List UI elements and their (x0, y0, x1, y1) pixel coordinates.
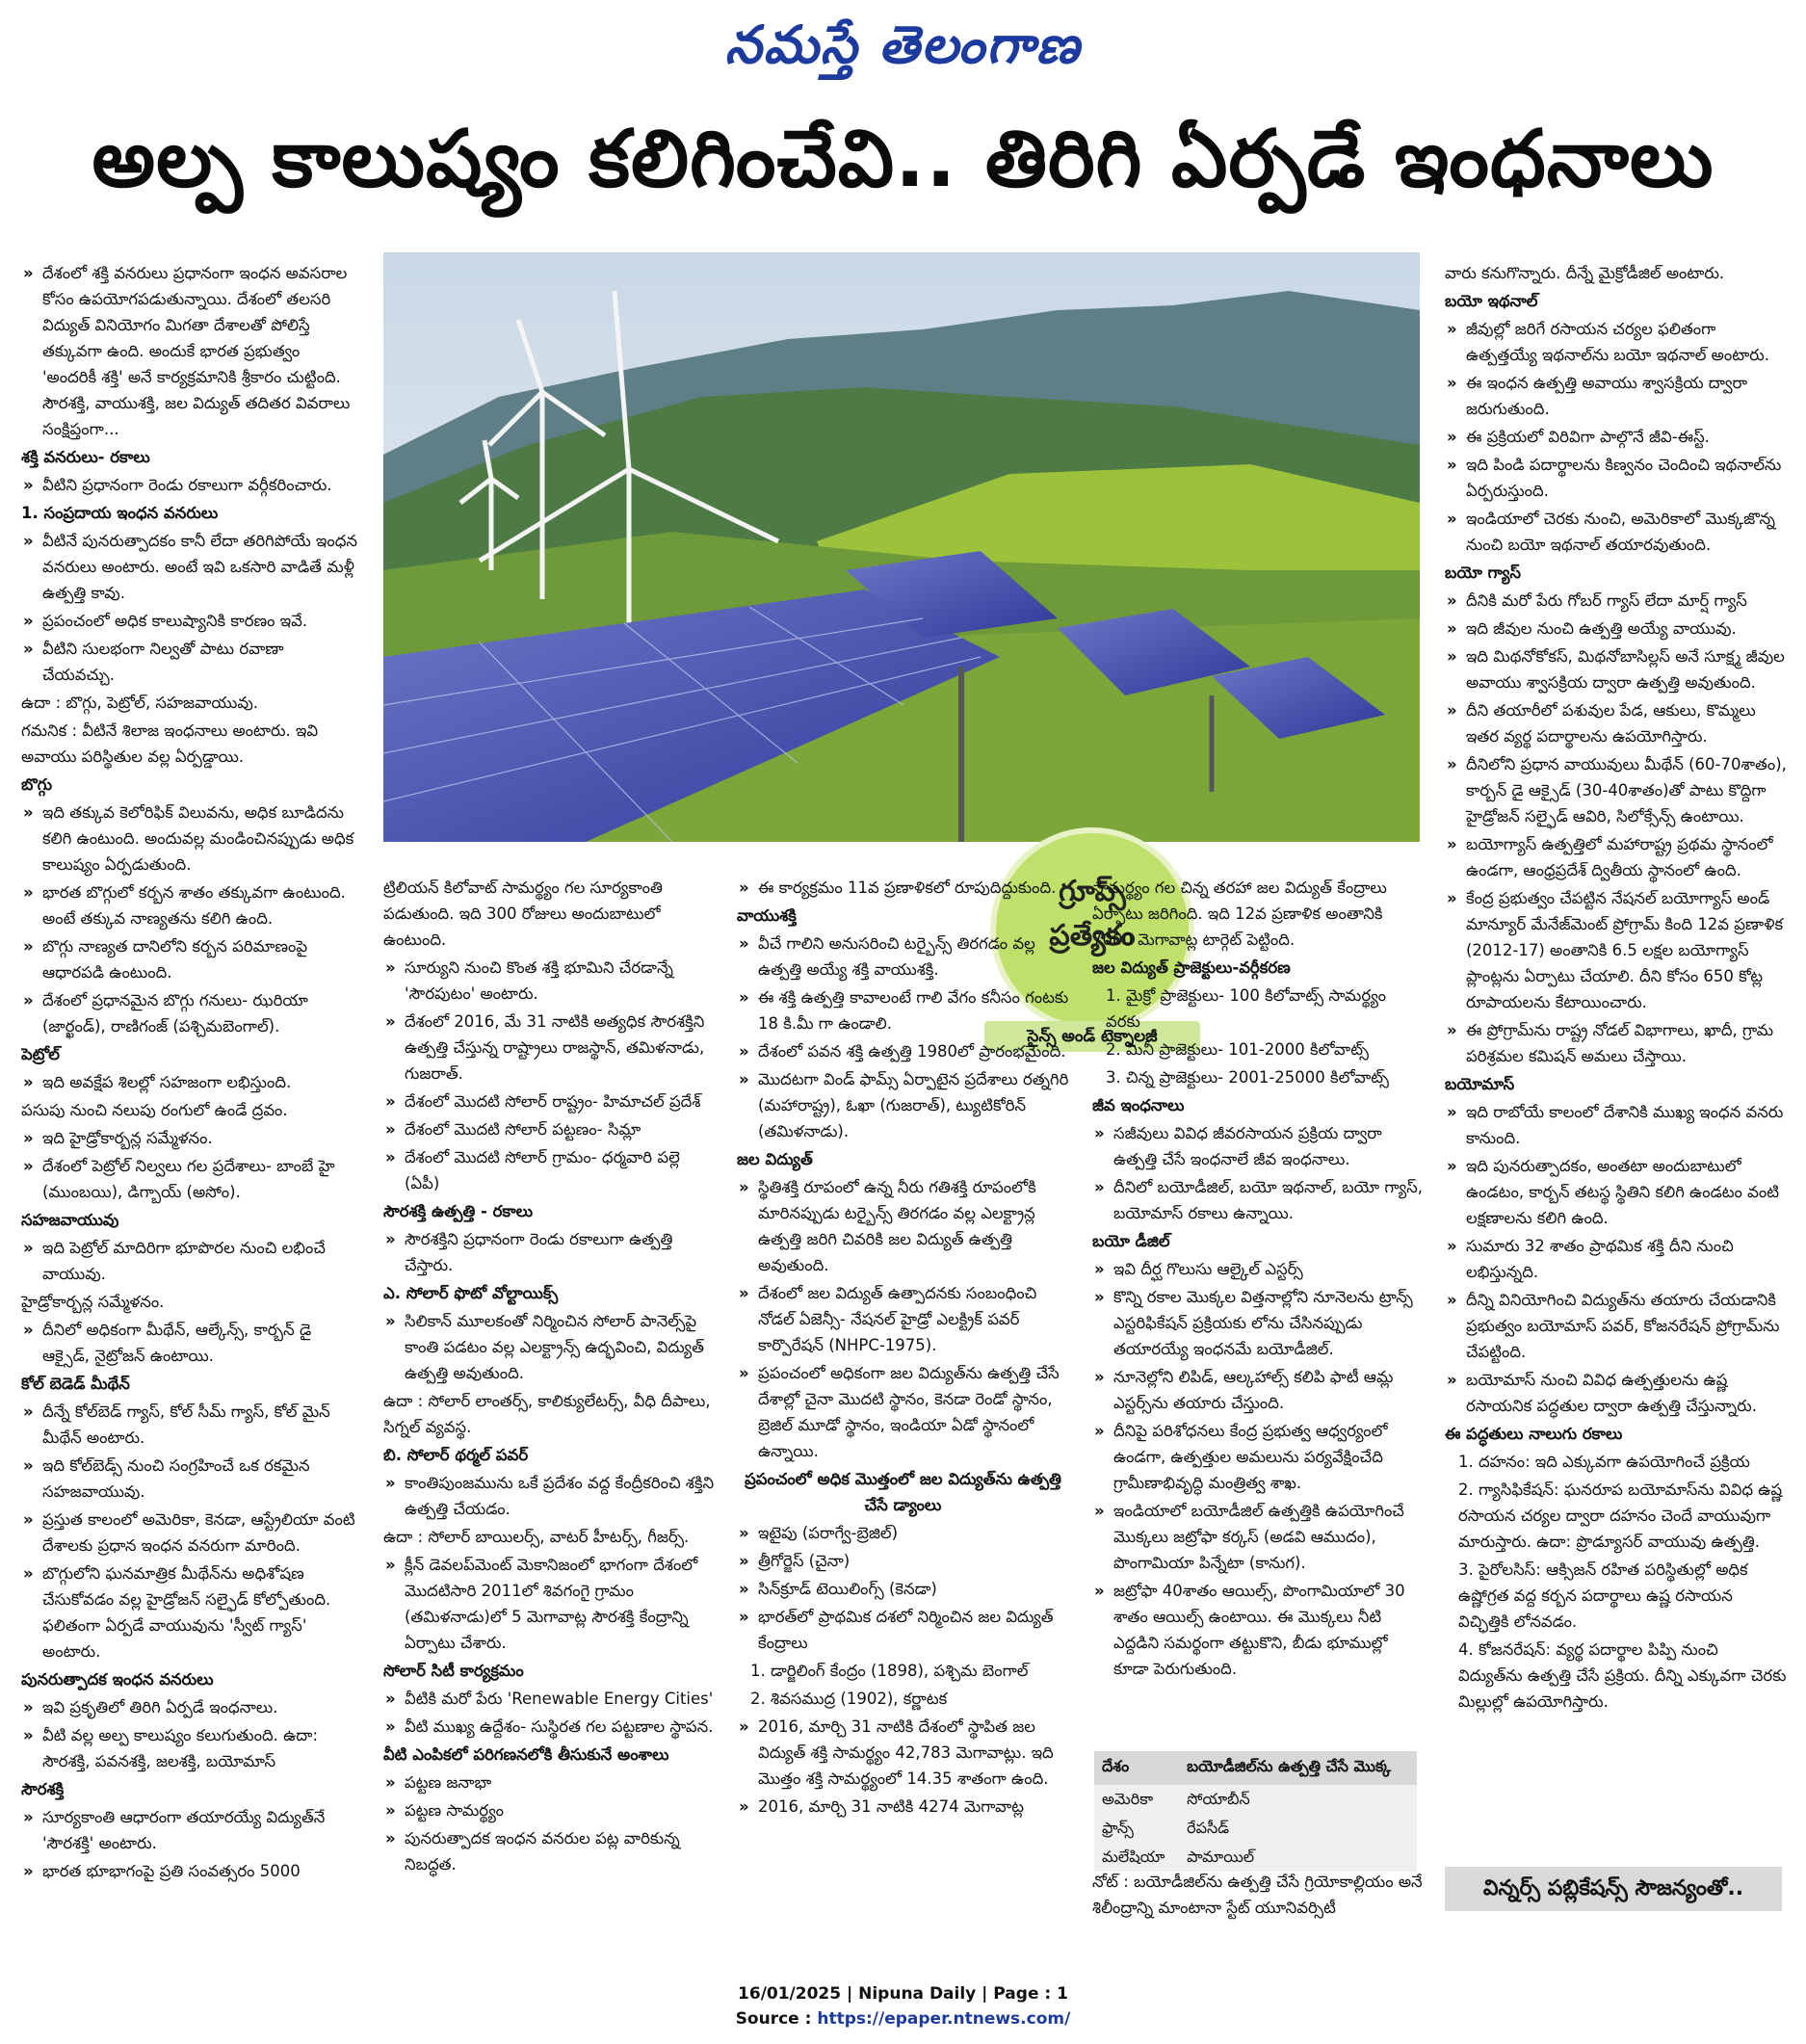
bullet-item: » సౌరశక్తిని ప్రధానంగా రెండు రకాలుగా ఉత్పత్తి చేస్తారు. (383, 1226, 716, 1278)
table-cell-country: మలేషియా (1094, 1843, 1179, 1872)
bullet-item: » ఇది పిండి పదార్థాలను కిణ్వనం చెందించి ఇథనాల్‌ను ఏర్పరుస్తుంది. (1445, 452, 1787, 504)
bullet-item: » వీటినే పునరుత్పాదకం కానీ లేదా తరిగిపోయే ఇంధన వనరులు అంటారు. అంటే ఇవి ఒకసారి వాడితే మళ్లీ ఉత్పత్తి కావు. (21, 528, 358, 606)
bullet-item: » ఇవి ప్రకృతిలో తిరిగి ఏర్పడే ఇంధనాలు. (21, 1694, 358, 1720)
section-heading: వాయుశక్తి (737, 906, 797, 925)
bullet-item: » దీనిలో అధికంగా మీథేన్, ఆల్కేన్స్, కార్బన్ డై ఆక్సైడ్, నైట్రోజన్ ఉంటాయి. (21, 1317, 358, 1369)
wind-solar-photo (383, 252, 1420, 842)
badge-title-line2: ప్రత్యేకం (1049, 919, 1136, 953)
footer-source-label: Source : (735, 2009, 818, 2029)
bullet-item: » ప్రస్తుత కాలంలో అమెరికా, కెనడా, ఆస్ట్రేలియా వంటి దేశాలకు ప్రధాన ఇంధన వనరుగా మారింది. (21, 1507, 358, 1559)
article-column-5 (1445, 260, 1787, 1859)
table-header-plant: బయోడీజిల్‌ను ఉత్పత్తి చేసే మొక్క (1179, 1751, 1417, 1785)
bullet-item: » దీని తయారీలో పశువుల పేడ, ఆకులు, కొమ్మలు ఇతర వ్యర్థ పదార్థాలను ఉపయోగిస్తారు. (1445, 697, 1787, 749)
bullet-item: » దీన్ని వినియోగించి విద్యుత్‌ను తయారు చేయడానికి ప్రభుత్వం బయోమాస్ పవర్, కోజనరేషన్ ప్రోగ్రామ్‌ను చేపట్టింది. (1445, 1287, 1787, 1365)
bullet-item: » కాంతిపుంజమును ఒకే ప్రదేశం వద్ద కేంద్రీకరించి శక్తిని ఉత్పత్తి చేయడం. (383, 1470, 716, 1522)
section-heading: బయో డీజిల్ (1092, 1232, 1170, 1250)
bullet-item: » మొదటగా విండ్ ఫామ్స్ ఏర్పాటైన ప్రదేశాలు రత్నగిరి (మహారాష్ట్ర), ఓఖా (గుజరాత్), ట్యుటికోరిన్ (తమిళనాడు). (737, 1066, 1069, 1144)
numbered-item: 1. డార్జిలింగ్ కేంద్రం (1898), పశ్చిమ బెంగాల్ (750, 1662, 1029, 1680)
bullet-item: » ఇది అవక్షేప శిలల్లో సహజంగా లభిస్తుంది. (21, 1069, 358, 1095)
bullet-item: » ఇది పునరుత్పాదకం, అంతటా అందుబాటులో ఉండటం, కార్బన్ తటస్థ స్థితిని కలిగి ఉండటం వంటి లక్షణాలను కలిగి ఉంది. (1445, 1153, 1787, 1231)
section-heading: 1. సంప్రదాయ ఇంధన వనరులు (21, 504, 219, 522)
bullet-item: » దేశంలో జల విద్యుత్ ఉత్పాదనకు సంబంధించి నోడల్ ఏజెన్సీ- నేషనల్ హైడ్రో ఎలక్ట్రిక్ పవర్ కార్పొరేషన్ (NHPC-1975). (737, 1280, 1069, 1358)
bullet-item: » ఇండియాలో బయోడీజిల్ ఉత్పత్తికి ఉపయోగించే మొక్కలు జట్రోఫా కర్కస్ (అడవి ఆముదం), పొంగామియా పిన్నేటా (కానుగ). (1092, 1498, 1425, 1576)
section-heading: శక్తి వనరులు- రకాలు (21, 448, 150, 466)
table-cell-plant: రేపసీడ్ (1179, 1814, 1417, 1843)
bullet-item: » బయోమాస్ నుంచి వివిధ ఉత్పత్తులను ఉష్ణ రసాయనిక పద్ధతుల ద్వారా ఉత్పత్తి చేస్తున్నారు. (1445, 1367, 1787, 1419)
bullet-item: » కేంద్ర ప్రభుత్వం చేపట్టిన నేషనల్ బయోగ్యాస్ అండ్ మాన్యూర్ మేనేజ్‌మెంట్ ప్రోగ్రామ్ కింది 12వ ప్రణాళిక (2012-17) అంతానికి 6.5 లక్షల బయోగ్యాస్ ప్లాంట్లను ఏర్పాటు చేయాలి. దీని కోసం 650 కోట్ల రూపాయలను కేటాయించారు. (1445, 885, 1787, 1015)
page-headline: అల్ప కాలుష్యం కలిగించేవి.. తిరిగి ఏర్పడే ఇంధనాలు (92, 114, 1714, 205)
bullet-item: » ఇటైపు (పరాగ్వే-బ్రెజిల్) (737, 1520, 1069, 1546)
table-header-country: దేశం (1094, 1751, 1179, 1785)
bullet-item: » దేశంలో మొదటి సోలార్ పట్టణం- సిమ్లా (383, 1116, 716, 1142)
bullet-item: » భారత భూభాగంపై ప్రతి సంవత్సరం 5000 (21, 1858, 358, 1884)
bullet-item: » త్రీగోర్జెస్ (చైనా) (737, 1548, 1069, 1574)
bullet-item: » దేశంలో 2016, మే 31 నాటికి అత్యధిక సౌరశక్తిని ఉత్పత్తి చేస్తున్న రాష్ట్రాలు రాజస్థాన్, తమిళనాడు, గుజరాత్. (383, 1009, 716, 1087)
publisher-credit: విన్నర్స్ పబ్లికేషన్స్ సౌజన్యంతో.. (1445, 1867, 1782, 1911)
numbered-item: 1. మైక్రో ప్రాజెక్టులు- 100 కిలోవాట్స్ సామర్థ్యం వరకు (1106, 986, 1386, 1031)
article-column-2 (383, 875, 716, 1915)
paragraph: పసుపు నుంచి నలుపు రంగులో ఉండే ద్రవం. (21, 1101, 288, 1119)
table-cell-plant: పామాయిల్ (1179, 1843, 1417, 1872)
bullet-item: » పట్టణ జనాభా (383, 1769, 716, 1795)
bullet-item: » ఈ ఇంధన ఉత్పత్తి అవాయు శ్వాసక్రియ ద్వారా జరుగుతుంది. (1445, 370, 1787, 422)
section-heading: ఎ. సోలార్ ఫొటో వోల్టాయిక్స్ (383, 1284, 559, 1302)
bullet-item: » దేశంలో మొదటి సోలార్ గ్రామం- ధర్మవారి పల్లె (ఏపీ) (383, 1144, 716, 1196)
paragraph: సామర్థ్యం గల చిన్న తరహా జల విద్యుత్ కేంద్రాలు ఏర్పాటు జరిగింది. ఇది 12వ ప్రణాళిక అంతానికి 7000 మెగావాట్ల టార్గెట్ పెట్టింది. (1092, 878, 1387, 949)
badge-title-line1: గ్రూప్స్ (1059, 875, 1126, 908)
numbered-item: 2. మినీ ప్రాజెక్టులు- 101-2000 కిలోవాట్స్ (1106, 1040, 1369, 1059)
bullet-item: » ఇండియాలో చెరకు నుంచి, అమెరికాలో మొక్కజొన్న నుంచి బయో ఇథనాల్ తయారవుతుంది. (1445, 506, 1787, 558)
biodiesel-plants-table (1094, 1751, 1417, 1872)
bullet-item: » ఇది హైడ్రోకార్బన్ల సమ్మేళనం. (21, 1125, 358, 1151)
bullet-item: » ఇది రాబోయే కాలంలో దేశానికి ముఖ్య ఇంధన వనరు కానుంది. (1445, 1099, 1787, 1151)
bullet-item: » ఇది కోల్‌బెడ్స్ నుంచి సంగ్రహించే ఒక రకమైన సహజవాయువు. (21, 1453, 358, 1505)
table-row (1094, 1814, 1417, 1843)
bullet-item: » దీనికి మరో పేరు గోబర్ గ్యాస్ లేదా మార్ష్ గ్యాస్ (1445, 588, 1787, 614)
section-heading: జల విద్యుత్ (737, 1150, 813, 1168)
section-heading: వీటి ఎంపికలో పరిగణనలోకి తీసుకునే అంశాలు (383, 1745, 669, 1764)
paragraph: ఉదా : బొగ్గు, పెట్రోల్, సహజవాయువు. (21, 694, 259, 712)
table-cell-plant: సోయాబీన్ (1179, 1785, 1417, 1814)
bullet-item: » దీనిలోని ప్రధాన వాయువులు మీథేన్ (60-70శాతం), కార్బన్ డై ఆక్సైడ్ (30-40శాతం)తో పాటు కొద్దిగా హైడ్రోజన్ సల్ఫైడ్ ఆవిరి, సిలోక్సేన్స్ ఉంటాయి. (1445, 751, 1787, 829)
bullet-item: » దేశంలో ప్రధానమైన బొగ్గు గనులు- ఝరియా (జార్ఖండ్), రాణిగంజ్ (పశ్చిమబెంగాల్). (21, 987, 358, 1039)
section-heading: జీవ ఇంధనాలు (1092, 1096, 1185, 1114)
section-heading: సహజవాయువు (21, 1211, 119, 1229)
bullet-item: » సూర్యుని నుంచి కొంత శక్తి భూమిని చేరడాన్నే 'సౌరపుటం' అంటారు. (383, 955, 716, 1007)
section-heading: పెట్రోల్ (21, 1045, 60, 1063)
table-cell-country: ఫ్రాన్స్ (1094, 1814, 1179, 1843)
bullet-item: » ఈ ప్రోగ్రామ్‌ను రాష్ట్ర నోడల్ విభాగాలు, ఖాదీ, గ్రామ పరిశ్రమల కమిషన్ అమలు చేస్తాయి. (1445, 1017, 1787, 1069)
numbered-item: 1. దహనం: ఇది ఎక్కువగా ఉపయోగించే ప్రక్రియ (1458, 1453, 1750, 1471)
footer-date-line: 16/01/2025 | Nipuna Daily | Page : 1 (738, 1984, 1068, 2004)
bullet-item: » పట్టణ సామర్థ్యం (383, 1797, 716, 1823)
paragraph: వారు కనుగొన్నారు. దీన్నే మైక్రోడీజిల్ అంటారు. (1445, 264, 1725, 282)
paragraph: ఉదా : సోలార్ లాంతర్స్, కాలిక్యులేటర్స్, వీధి దీపాలు, సిగ్నల్ వ్యవస్థ. (383, 1392, 711, 1436)
section-heading: జల విద్యుత్ ప్రాజెక్టులు-వర్గీకరణ (1092, 958, 1291, 977)
table-row (1094, 1843, 1417, 1872)
bullet-item: » సిన్‌క్రూడ్ టెయిలింగ్స్ (కెనడా) (737, 1576, 1069, 1602)
section-heading: బయోమాస్ (1445, 1075, 1515, 1093)
bullet-item: » సిలికాన్ మూలకంతో నిర్మించిన సోలార్ పానెల్స్‌పై కాంతి పడటం వల్ల ఎలక్ట్రాన్స్ ఉద్భవించి, విద్యుత్ ఉత్పత్తి అవుతుంది. (383, 1308, 716, 1386)
bullet-item: » 2016, మార్చి 31 నాటికి దేశంలో స్థాపిత జల విద్యుత్ శక్తి సామర్థ్యం 42,783 మెగావాట్లు. ఇది మొత్తం శక్తి సామర్థ్యంలో 14.35 శాతంగా ఉంది. (737, 1714, 1069, 1792)
bullet-item: » దీనిలో బయోడీజిల్, బయో ఇథనాల్, బయో గ్యాస్, బయోమాస్ రకాలు ఉన్నాయి. (1092, 1174, 1425, 1226)
section-heading: బొగ్గు (21, 775, 53, 794)
section-heading: కోల్ బెడెడ్ మీథేన్ (21, 1375, 130, 1393)
bullet-item: » స్థితిశక్తి రూపంలో ఉన్న నీరు గతిశక్తి రూపంలోకి మారినప్పుడు టర్బైన్స్ తిరగడం వల్ల ఎలక్ట్రాన్ల ఉత్పత్తి జరిగి చివరికి జల విద్యుత్ ఉత్పత్తి అవుతుంది. (737, 1174, 1069, 1278)
numbered-item: 3. పైరోలసిస్: ఆక్సిజన్ రహిత పరిస్థితుల్లో అధిక ఉష్ణోగ్రత వద్ద కర్బన పదార్థాలు ఉష్ణ రసాయన విచ్ఛిత్తికి లోనవడం. (1458, 1560, 1748, 1631)
bullet-item: » నూనెల్లోని లిపిడ్, ఆల్కహాల్స్ కలిపి ఫాటీ ఆమ్ల ఎస్టర్స్‌ను తయారు చేస్తుంది. (1092, 1364, 1425, 1416)
footer-source (0, 2009, 1806, 2029)
paragraph: గమనిక : వీటినే శిలాజ ఇంధనాలు అంటారు. ఇవి అవాయు పరిస్థితుల వల్ల ఏర్పడ్డాయి. (21, 721, 319, 766)
bullet-item: » దీన్నే కోల్‌బెడ్ గ్యాస్, కోల్ సీమ్ గ్యాస్, కోల్ మైన్ మీథేన్ అంటారు. (21, 1399, 358, 1451)
bullet-item: » వీటి ముఖ్య ఉద్దేశం- సుస్థిరత గల పట్టణాల స్థాపన. (383, 1714, 716, 1740)
section-heading: పునరుత్పాదక ఇంధన వనరులు (21, 1670, 214, 1689)
table-cell-country: అమెరికా (1094, 1785, 1179, 1814)
bullet-item: » వీటి వల్ల అల్ప కాలుష్యం కలుగుతుంది. ఉదా: సౌరశక్తి, పవనశక్తి, జలశక్తి, బయోమాస్ (21, 1722, 358, 1774)
section-heading: సోలార్ సిటీ కార్యక్రమం (383, 1662, 524, 1680)
bullet-item: » సజీవులు వివిధ జీవరసాయన ప్రక్రియ ద్వారా ఉత్పత్తి చేసే ఇంధనాలే జీవ ఇంధనాలు. (1092, 1120, 1425, 1172)
paragraph: ఉదా : సోలార్ బాయిలర్స్, వాటర్ హీటర్స్, గీజర్స్. (383, 1528, 690, 1546)
bullet-item: » ఇది పెట్రోల్ మాదిరిగా భూపొరల నుంచి లభించే వాయువు. (21, 1235, 358, 1287)
bullet-item: » దేశంలో మొదటి సోలార్ రాష్ట్రం- హిమాచల్ ప్రదేశ్ (383, 1088, 716, 1114)
bullet-item: » వీటిని సులభంగా నిల్వతో పాటు రవాణా చేయవచ్చు. (21, 636, 358, 688)
bullet-item: » దేశంలో శక్తి వనరులు ప్రధానంగా ఇంధన అవసరాల కోసం ఉపయోగపడుతున్నాయి. దేశంలో తలసరి విద్యుత్ వినియోగం మిగతా దేశాలతో పోలిస్తే తక్కువగా ఉంది. అందుకే భారత ప్రభుత్వం 'అందరికీ శక్తి' అనే కార్యక్రమానికి శ్రీకారం చుట్టింది. సౌరశక్తి, వాయుశక్తి, జల విద్యుత్ తదితర వివరాలు సంక్షిప్తంగా... (21, 260, 358, 442)
bullet-item: » జీవుల్లో జరిగే రసాయన చర్యల ఫలితంగా ఉత్పత్తయ్యే ఇథనాల్‌ను బయో ఇథనాల్ అంటారు. (1445, 316, 1787, 368)
section-heading: ఈ పద్ధతులు నాలుగు రకాలు (1445, 1425, 1623, 1443)
bullet-item: » క్లీన్ డెవలప్‌మెంట్ మెకానిజంలో భాగంగా దేశంలో మొదటిసారి 2011లో శివగంగై గ్రామం (తమిళనాడు)లో 5 మెగావాట్ల సౌరశక్తి కేంద్రాన్ని ఏర్పాటు చేశారు. (383, 1552, 716, 1656)
bullet-item: » బొగ్గు నాణ్యత దానిలోని కర్బన పరిమాణంపై ఆధారపడి ఉంటుంది. (21, 933, 358, 985)
bullet-item: » ఈ శక్తి ఉత్పత్తి కావాలంటే గాలి వేగం కనీసం గంటకు 18 కి.మీ గా ఉండాలి. (737, 984, 1069, 1036)
bullet-item: » జట్రోఫా 40శాతం ఆయిల్స్, పొంగామియాలో 30 శాతం ఆయిల్స్ ఉంటాయి. ఈ మొక్కలు నీటి ఎద్దడిని సమర్థంగా తట్టుకొని, బీడు భూముల్లో కూడా పెరుగుతుంది. (1092, 1578, 1425, 1682)
paragraph: హైడ్రోకార్బన్ల సమ్మేళనం. (21, 1293, 165, 1311)
bullet-item: » కొన్ని రకాల మొక్కల విత్తనాల్లోని నూనెలను ట్రాన్స్ ఎస్టరిఫికేషన్ ప్రక్రియకు లోను చేసినప్పుడు తయారయ్యే ఇంధనమే బయోడీజిల్. (1092, 1284, 1425, 1362)
bullet-item: » వీచే గాలిని అనుసరించి టర్బైన్స్ తిరగడం వల్ల ఉత్పత్తి అయ్యే శక్తి వాయుశక్తి. (737, 930, 1069, 983)
bullet-item: » ఇది మిథనోకోకస్, మిథనోబాసిల్లస్ అనే సూక్ష్మ జీవుల అవాయు శ్వాసక్రియ ద్వారా ఉత్పత్తి అవుతుంది. (1445, 643, 1787, 695)
table-row (1094, 1785, 1417, 1814)
bullet-item: » ఈ కార్యక్రమం 11వ ప్రణాళికలో రూపుదిద్దుకుంది. (737, 875, 1069, 901)
bullet-item: » ఇది జీవుల నుంచి ఉత్పత్తి అయ్యే వాయువు. (1445, 616, 1787, 642)
bullet-item: » భారత్‌లో ప్రాథమిక దశలో నిర్మించిన జల విద్యుత్ కేంద్రాలు (737, 1604, 1069, 1656)
numbered-item: 2. శివసముద్ర (1902), కర్ణాటక (750, 1690, 948, 1708)
article-column-1 (21, 260, 358, 1912)
article-column-4 (1092, 875, 1425, 1749)
article-column-3 (737, 875, 1069, 1915)
bullet-item: » దేశంలో పవన శక్తి ఉత్పత్తి 1980లో ప్రారంభమైంది. (737, 1038, 1069, 1064)
bullet-item: » సూర్యకాంతి ఆధారంగా తయారయ్యే విద్యుత్‌నే 'సౌరశక్తి' అంటారు. (21, 1804, 358, 1856)
section-heading: బి. సోలార్ థర్మల్ పవర్ (383, 1446, 529, 1464)
table-header-row (1094, 1751, 1417, 1785)
bullet-item: » సుమారు 32 శాతం ప్రాథమిక శక్తి దీని నుంచి లభిస్తున్నది. (1445, 1233, 1787, 1285)
bullet-item: » పునరుత్పాదక ఇంధన వనరుల పట్ల వారికున్న నిబద్ధత. (383, 1825, 716, 1877)
masthead-logo: నమస్తే తెలంగాణ (724, 13, 1082, 75)
numbered-item: 3. చిన్న ప్రాజెక్టులు- 2001-25000 కిలోవాట్స్ (1106, 1068, 1389, 1087)
bullet-item: » 2016, మార్చి 31 నాటికి 4274 మెగావాట్ల (737, 1794, 1069, 1820)
bullet-item: » ఇవి దీర్ఘ గొలుసు ఆల్కైల్ ఎస్టర్స్ (1092, 1256, 1425, 1282)
bullet-item: » బొగ్గులోని ఘనమాత్రిక మీథేన్‌ను అధిశోషణ చేసుకోవడం వల్ల హైడ్రోజన్ సల్ఫైడ్ కోల్పోతుంది. ఫలితంగా ఏర్పడే వాయువును 'స్వీట్ గ్యాస్' అంటారు. (21, 1560, 358, 1664)
bullet-item: » ప్రపంచంలో అధిక కాలుష్యానికి కారణం ఇవే. (21, 608, 358, 634)
bullet-item: » దేశంలో పెట్రోల్ నిల్వలు గల ప్రదేశాలు- బాంబే హై (ముంబయి), డిగ్బాయ్ (అసోం). (21, 1153, 358, 1205)
section-heading: సౌరశక్తి (21, 1780, 65, 1798)
biodiesel-note (1092, 1869, 1425, 1926)
bullet-item: » వీటికి మరో పేరు 'Renewable Energy Cities' (383, 1686, 716, 1712)
numbered-item: 2. గ్యాసిఫికేషన్: ఘనరూప బయోమాస్‌ను వివిధ ఉష్ణ రసాయన చర్యల ద్వారా దహనం చెందే వాయువుగా మారుస్తారు. ఉదా: ప్రొడ్యూసర్ వాయువు ఉత్పత్తి. (1458, 1481, 1783, 1551)
section-heading: సౌరశక్తి ఉత్పత్తి - రకాలు (383, 1202, 534, 1220)
bullet-item: » వీటిని ప్రధానంగా రెండు రకాలుగా వర్గీకరించారు. (21, 472, 358, 498)
bullet-item: » ప్రపంచంలో అధికంగా జల విద్యుత్‌ను ఉత్పత్తి చేసే దేశాల్లో చైనా మొదటి స్థానం, కెనడా రెండో స్థానం, బ్రెజిల్ మూడో స్థానం, ఇండియా ఏడో స్థానంలో ఉన్నాయి. (737, 1360, 1069, 1464)
bullet-item: » దీనిపై పరిశోధనలు కేంద్ర ప్రభుత్వ ఆధ్వర్యంలో ఉండగా, ఉత్పత్తుల అమలును పర్యవేక్షించేది గ్రామీణాభివృద్ధి మంత్రిత్వ శాఖ. (1092, 1418, 1425, 1496)
badge-subtitle: సైన్స్ అండ్ టెక్నాలజీ (984, 1021, 1200, 1052)
section-heading: ప్రపంచంలో అధిక మొత్తంలో జల విద్యుత్‌ను ఉత్పత్తి చేసే డ్యాంలు (745, 1470, 1061, 1514)
bullet-item: » ఈ ప్రక్రియలో విరివిగా పాల్గొనే జీవి-ఈస్ట్. (1445, 424, 1787, 450)
bullet-item: » బయోగ్యాస్ ఉత్పత్తిలో మహారాష్ట్ర ప్రథమ స్థానంలో ఉండగా, ఆంధ్రప్రదేశ్ ద్వితీయ స్థానంలో ఉంది. (1445, 831, 1787, 883)
bullet-item: » ఇది తక్కువ కెలోరిఫిక్ విలువను, అధిక బూడిదను కలిగి ఉంటుంది. అందువల్ల మండించినప్పుడు అధిక కాలుష్యం ఏర్పడుతుంది. (21, 799, 358, 878)
section-heading: బయో ఇథనాల్ (1445, 292, 1538, 310)
note-text: నోట్ : బయోడీజిల్‌ను ఉత్పత్తి చేసే గ్రియోకాల్లియం అనే శిలీంద్రాన్ని మాంటానా స్టేట్ యూనివర్సిటీ (1092, 1873, 1423, 1917)
numbered-item: 4. కోజనరేషన్: వ్యర్థ పదార్థాల పిప్పి నుంచి విద్యుత్‌ను ఉత్పత్తి చేసే ప్రక్రియ. దీన్ని ఎక్కువగా చెరకు మిల్లుల్లో ఉపయోగిస్తారు. (1458, 1640, 1787, 1711)
paragraph: ట్రిలియన్ కిలోవాట్ సామర్థ్యం గల సూర్యకాంతి పడుతుంది. ఇది 300 రోజులు అందుబాటులో ఉంటుంది. (383, 878, 663, 949)
footer-source-link[interactable]: https://epaper.ntnews.com/ (817, 2009, 1071, 2029)
section-heading: బయో గ్యాస్ (1445, 563, 1521, 582)
bullet-item: » భారత బొగ్గులో కర్బన శాతం తక్కువగా ఉంటుంది. అంటే తక్కువ నాణ్యతను కలిగి ఉంది. (21, 879, 358, 931)
